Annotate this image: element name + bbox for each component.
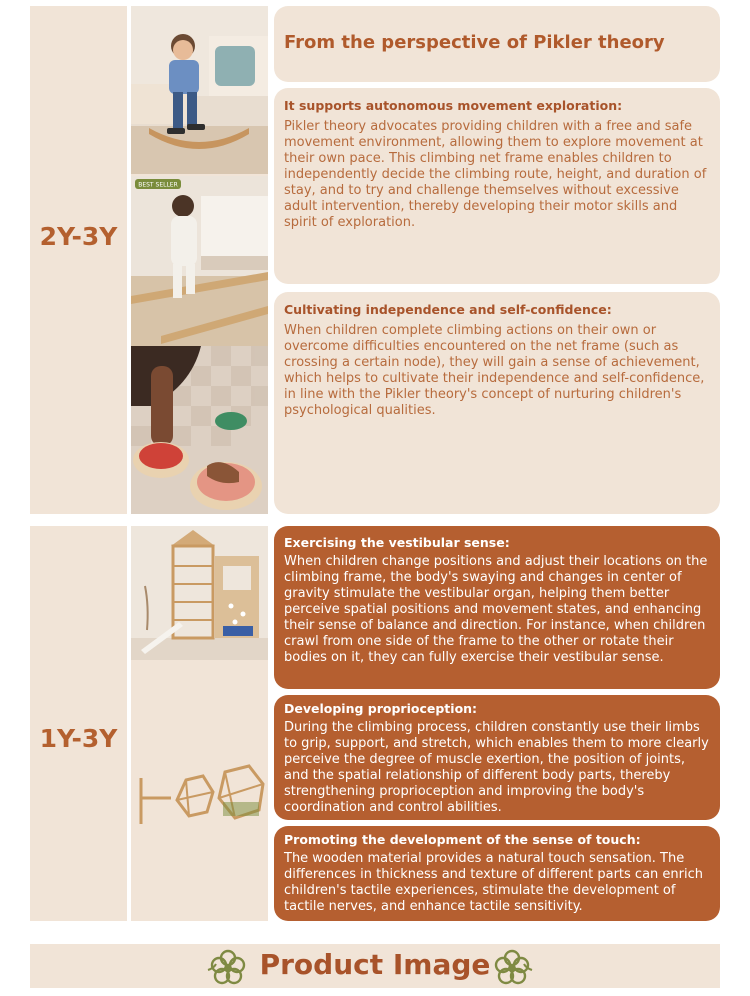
card-sense-of-touch — [274, 826, 720, 921]
card-title: It supports autonomous movement exploration: — [284, 98, 623, 113]
card-body: During the climbing process, children constantly use their limbs to grip, support, and stretch, which enables them to more clearly perceive the degree of muscle exertion, the position of joints, and the spatial relationship of different body parts, thereby strengthening proprioception and improving the body's coordination and control abilities. — [284, 720, 709, 815]
card-title: Exercising the vestibular sense: — [284, 535, 510, 550]
age-column-1y3y — [30, 526, 127, 921]
card-body: When children complete climbing actions on their own or overcome difficulties encountered on the net frame (such as crossing a certain node), they will gain a sense of achievement, which helps to cultivate their independence and self-confidence, in line with the Pikler theory's concept of nurturing children's psychological qualities. — [284, 323, 705, 418]
card-independence-confidence — [274, 292, 720, 514]
card-title: Developing proprioception: — [284, 701, 478, 716]
age-label-1y3y: 1Y-3Y — [39, 724, 118, 753]
photo-climbing-dome — [131, 758, 268, 848]
card-title: Cultivating independence and self-confidence: — [284, 302, 612, 317]
pikler-heading: From the perspective of Pikler theory — [284, 32, 665, 53]
age-label-2y3y: 2Y-3Y — [39, 222, 118, 251]
photo-climbing-frame-playhouse — [131, 526, 268, 660]
card-vestibular-sense — [274, 526, 720, 689]
section-header-pikler — [274, 6, 720, 82]
photo-toddler-balance-board — [131, 6, 268, 174]
product-image-banner — [30, 944, 720, 988]
card-body: The wooden material provides a natural touch sensation. The differences in thickness and texture of different parts can enrich children's tactile experiences, stimulate the development of tactile nerves, and enhance tactile sensitivity. — [284, 851, 704, 914]
card-body: When children change positions and adjust their locations on the climbing frame, the body's swaying and changes in center of gravity stimulate the vestibular organ, helping them better perceive spatial positions and movement states, and enhancing their sense of balance and direction. For instance, when children crawl from one side of the frame to the other or rotate their bodies on it, they can fully exercise their vestibular sense. — [284, 554, 708, 665]
photo-column-section1 — [131, 6, 268, 514]
card-proprioception — [274, 695, 720, 820]
card-title: Promoting the development of the sense of touch: — [284, 832, 641, 847]
age-column-2y3y — [30, 6, 127, 514]
card-autonomous-movement — [274, 88, 720, 284]
photo-child-balance-beams — [131, 176, 268, 346]
best-seller-badge: BEST SELLER — [138, 181, 178, 189]
card-body: Pikler theory advocates providing children with a free and safe movement environment, allowing them to explore movement at their own pace. This climbing net frame enables children to independently decide the climbing route, height, and duration of stay, and to try and challenge themselves without excessive adult intervention, thereby developing their motor skills and spirit of exploration. — [284, 119, 707, 230]
photo-hands-stepping-stones — [131, 346, 268, 514]
flower-icon — [490, 948, 534, 988]
product-image-title: Product Image — [259, 948, 491, 981]
photo-column-section2 — [131, 526, 268, 921]
